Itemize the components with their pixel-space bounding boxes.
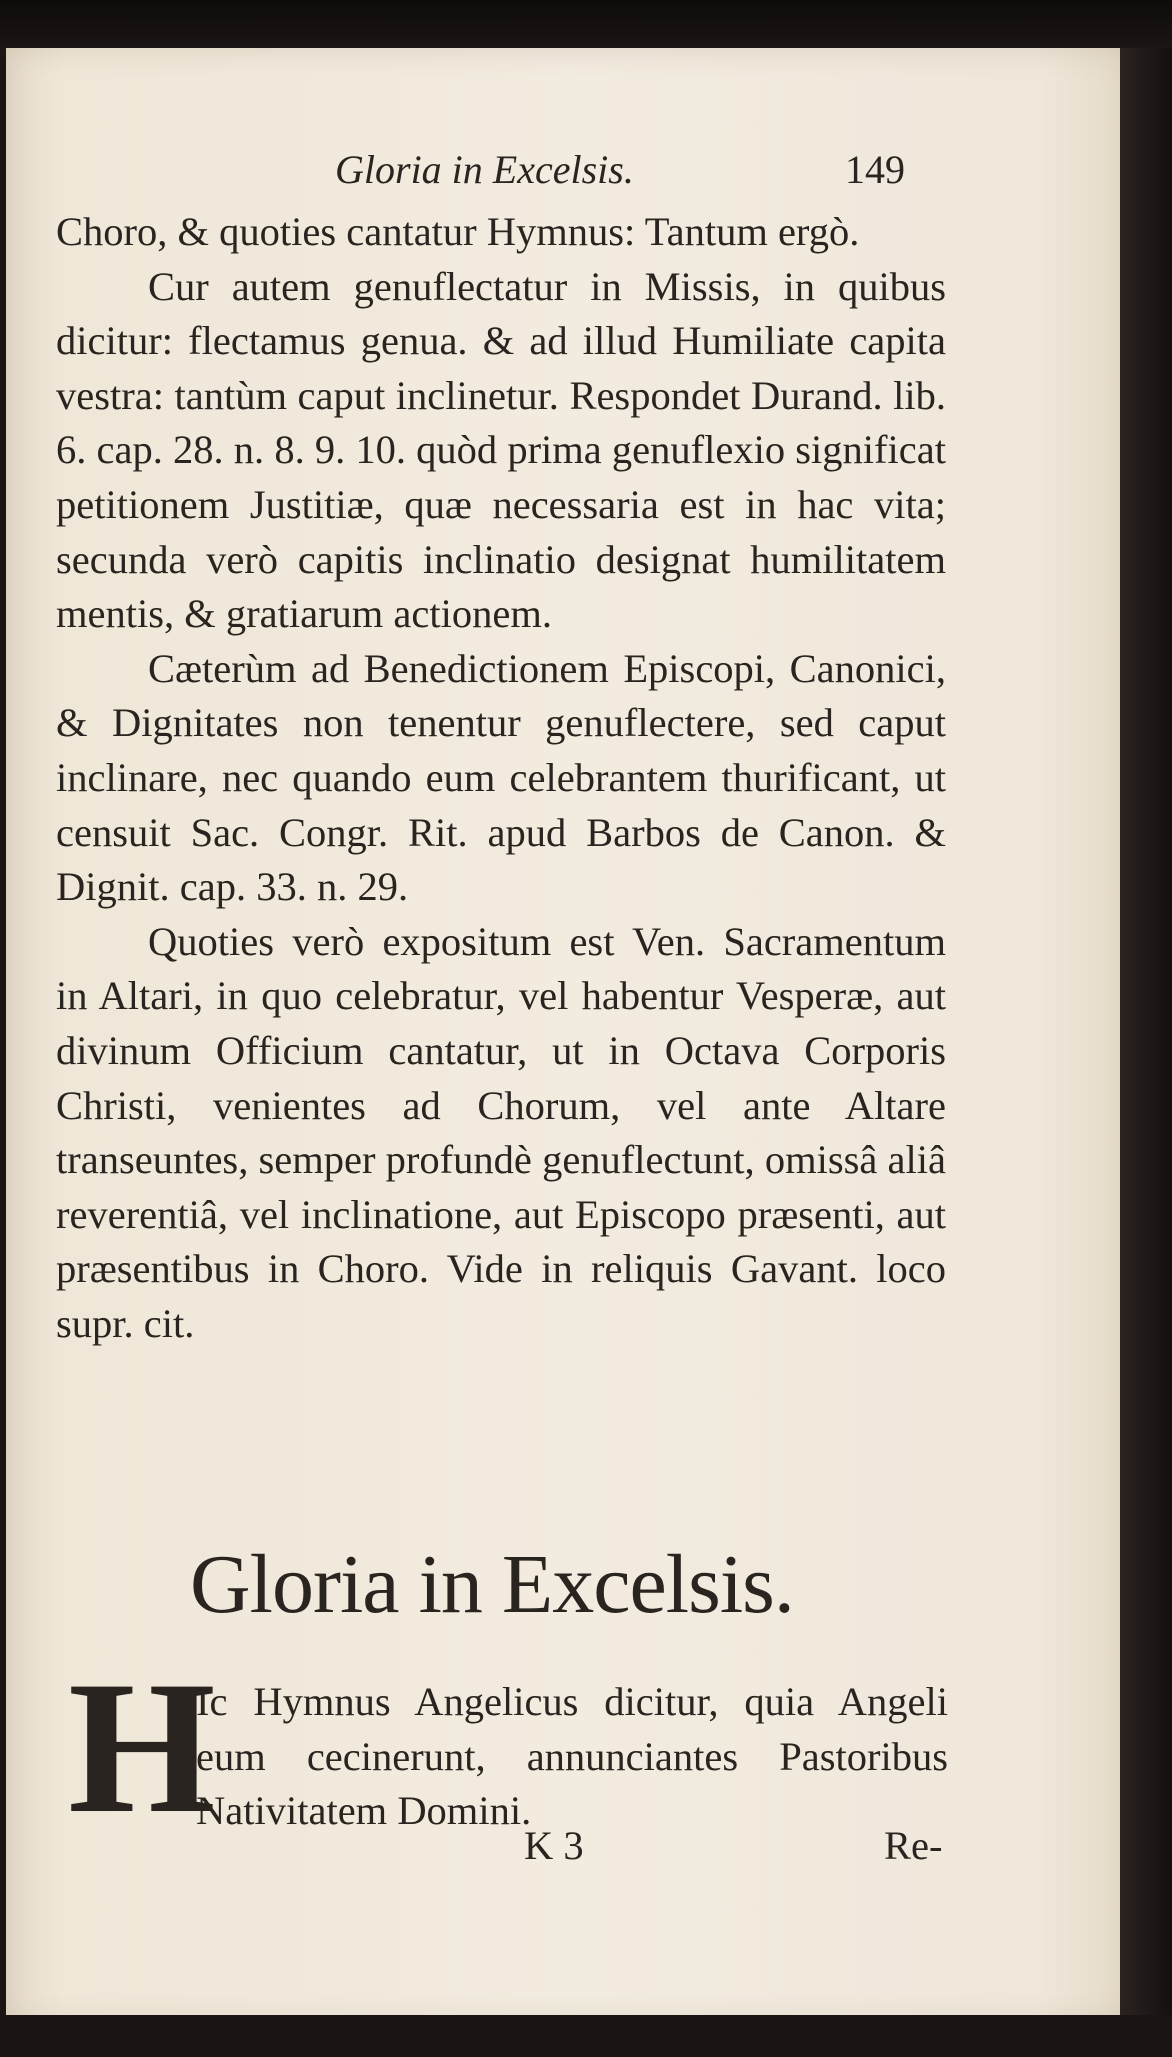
paragraph-benediction: Cæterùm ad Benedictionem Episcopi, Canonici, & Dignitates non tenentur genuflectere, sed caput inclinare, nec quando eum celebrantem thurificant, ut censuit Sac. Congr. Rit. apud Barbos de Canon. & Dignit. cap. 33. n. 29. [56, 645, 946, 910]
running-head [335, 140, 935, 196]
catchword: Re- [884, 1823, 943, 1868]
page-number: 149 [845, 147, 905, 192]
drop-cap: H [68, 1643, 216, 1853]
running-head-title: Gloria in Excelsis. [335, 147, 634, 192]
paragraph-continuation: Choro, & quoties cantatur Hymnus: Tantum ergò. [56, 209, 860, 254]
book-bottom-edge [0, 2015, 1172, 2057]
body-text [56, 205, 946, 1351]
initial-paragraph [196, 1675, 948, 1839]
book-top-edge [0, 0, 1172, 55]
signature-mark: K 3 [524, 1823, 584, 1868]
section-heading: Gloria in Excelsis. [190, 1538, 794, 1631]
book-binding-edge [1120, 48, 1172, 2038]
paragraph-genuflection: Cur autem genuflectatur in Missis, in quibus dicitur: flectamus genua. & ad illud Humiliate capita vestra: tantùm caput inclinetur. Respondet Durand. lib. 6. cap. 28. n. 8. 9. 10. quòd prima genuflexio significat petitionem Justitiæ, quæ necessaria est in hac vita; secunda verò capitis inclinatio designat humilitatem mentis, & gratiarum actionem. [56, 263, 946, 637]
paragraph-sacrament: Quoties verò expositum est Ven. Sacramentum in Altari, in quo celebratur, vel habentur Vesperæ, aut divinum Officium cantatur, ut in Octava Corporis Christi, venientes ad Chorum, vel ante Altare transeuntes, semper profundè genuflectunt, omissâ aliâ reverentiâ, vel inclinatione, aut Episcopo præsenti, aut præsentibus in Choro. Vide in reliquis Gavant. loco supr. cit. [56, 918, 946, 1346]
initial-paragraph-text: Ic Hymnus Angelicus dicitur, quia Angeli eum cecinerunt, annunciantes Pastoribus Nativitatem Domini. [196, 1679, 948, 1834]
